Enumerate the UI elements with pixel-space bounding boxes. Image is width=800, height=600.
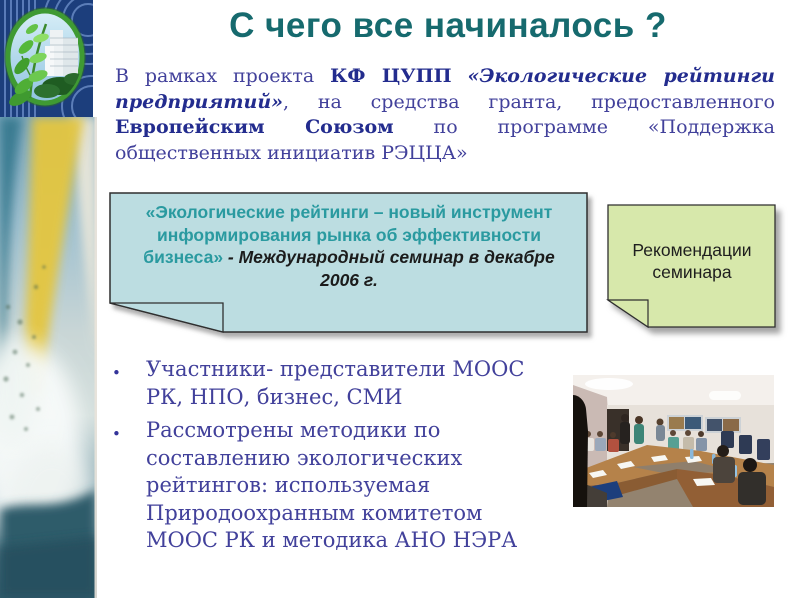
- ceiling-light: [585, 378, 633, 390]
- bullet-text: Участники- представители МООС РК, НПО, бизнес, СМИ: [146, 357, 525, 409]
- callout-fold-flap: [110, 303, 223, 332]
- bullet-marker: •: [112, 364, 121, 382]
- recommendations-note: [606, 203, 788, 341]
- bullet-list: [112, 356, 558, 561]
- sidebar-art: [0, 0, 97, 598]
- eco-globe-emblem-image: [0, 0, 93, 117]
- note-text: Рекомендации семинара: [632, 240, 752, 282]
- bullet-text: Рассмотрены методики по составлению экологических рейтингов: используемая Природоохранным комитетом МООС РК и методика АНО НЭРА: [146, 418, 518, 552]
- foreground-silhouette: [573, 395, 588, 507]
- bullet-marker: •: [112, 425, 121, 443]
- ceiling-light: [709, 391, 741, 400]
- seminar-photo: [573, 375, 774, 507]
- slide-title: С чего все начиналось ?: [229, 6, 667, 45]
- sky-abstract-art-image: [0, 117, 97, 598]
- note-fold-flap: [608, 300, 648, 327]
- intro-paragraph: В рамках проекта КФ ЦУПП «Экологические рейтинги предприятий», на средства гранта, предоставленного Европейским Союзом по программе «Поддержка общественных инициатив РЭЦЦА»: [115, 65, 776, 164]
- callout-note: [108, 191, 592, 341]
- bullet-item: [112, 356, 558, 411]
- bullet-item: [112, 417, 558, 555]
- callout-text: «Экологические рейтинги – новый инструмент информирования рынка об эффективности бизнеса» - Международный семинар в декабре 2006 г.: [143, 202, 555, 290]
